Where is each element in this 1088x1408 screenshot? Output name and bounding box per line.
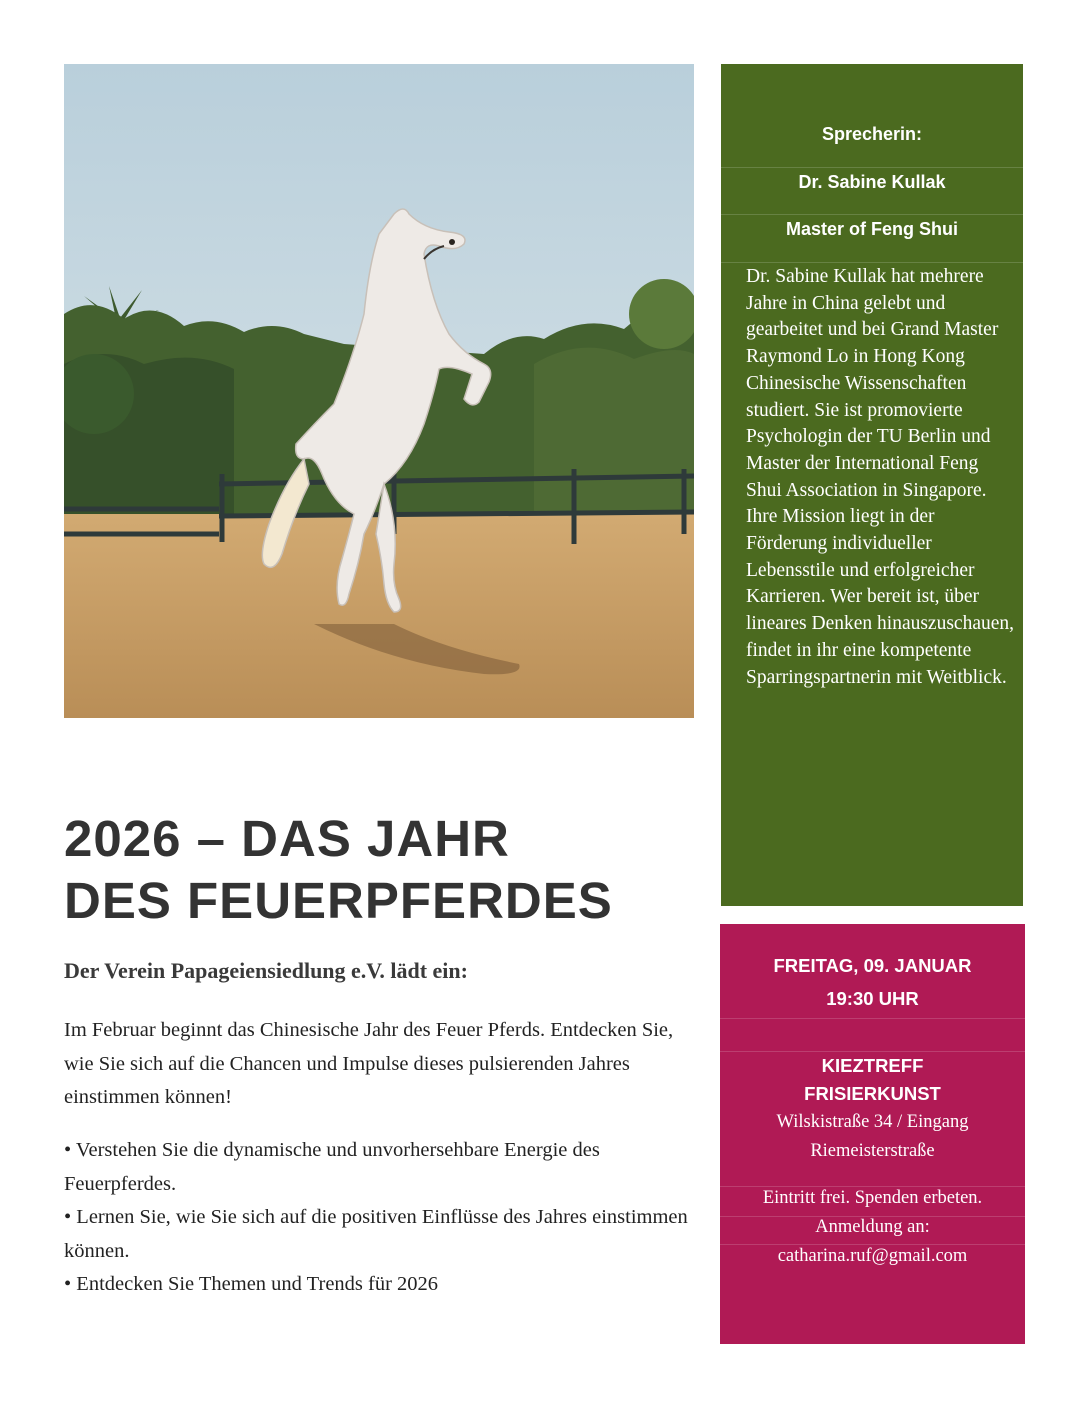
registration-email[interactable]: catharina.ruf@gmail.com — [777, 1246, 968, 1266]
event-date: FREITAG, 09. JANUAR — [773, 955, 972, 976]
topic-item: • Lernen Sie, wie Sie sich auf die positiven Einflüsse des Jahres einstimmen können. — [64, 1206, 688, 1262]
event-title — [64, 808, 704, 932]
speaker-name: Dr. Sabine Kullak — [798, 172, 946, 192]
admission-info: Eintritt frei. Spenden erbeten. — [762, 1188, 983, 1208]
divider — [721, 214, 1023, 215]
divider — [720, 1051, 1025, 1052]
event-time: 19:30 UHR — [826, 988, 919, 1009]
registration-label: Anmeldung an: — [815, 1217, 930, 1237]
speaker-role: Master of Feng Shui — [785, 219, 958, 239]
venue-address-line-1: Wilskistraße 34 / Eingang — [776, 1112, 969, 1132]
title-line-1: 2026 – DAS JAHR — [64, 810, 510, 867]
divider — [721, 167, 1023, 168]
event-details-panel — [720, 924, 1025, 1344]
rearing-horse-image — [64, 64, 694, 718]
topic-item: • Verstehen Sie die dynamische und unvorhersehbare Energie des Feuerpferdes. — [64, 1139, 600, 1195]
venue-address-line-2: Riemeisterstraße — [810, 1141, 935, 1161]
topic-list — [64, 1134, 704, 1302]
invitation-subtitle: Der Verein Papageiensiedlung e.V. lädt ein: — [64, 958, 468, 983]
intro-paragraph: Im Februar beginnt das Chinesische Jahr des Feuer Pferds. Entdecken Sie, wie Sie sich auf die Chancen und Impulse dieses pulsierenden Jahres einstimmen können! — [64, 1019, 674, 1108]
divider — [720, 1244, 1025, 1245]
speaker-panel — [721, 64, 1023, 906]
speaker-bio: Dr. Sabine Kullak hat mehrere Jahre in China gelebt und gearbeitet und bei Grand Master Raymond Lo in Hong Kong Chinesische Wissenschaften studiert. Sie ist promovierte Psychologin der TU Berlin und Master der International Feng Shui Association in Singapore. Ihre Mission liegt in der Förderung individueller Lebensstile und erfolgreicher Karrieren. Wer bereit ist, über lineares Denken hinauszuschauen, findet in ihr eine kompetente Sparringspartnerin mit Weitblick. — [746, 266, 1015, 688]
speaker-label: Sprecherin: — [821, 124, 923, 144]
title-line-2: DES FEUERPFERDES — [64, 872, 613, 929]
venue-name-line-1: KIEZTREFF — [821, 1055, 924, 1076]
divider — [721, 262, 1023, 263]
horse-photo — [64, 64, 694, 718]
venue-name-line-2: FRISIERKUNST — [804, 1083, 941, 1104]
divider — [720, 1186, 1025, 1187]
divider — [720, 1018, 1025, 1019]
topic-item: • Entdecken Sie Themen und Trends für 2026 — [64, 1273, 439, 1295]
